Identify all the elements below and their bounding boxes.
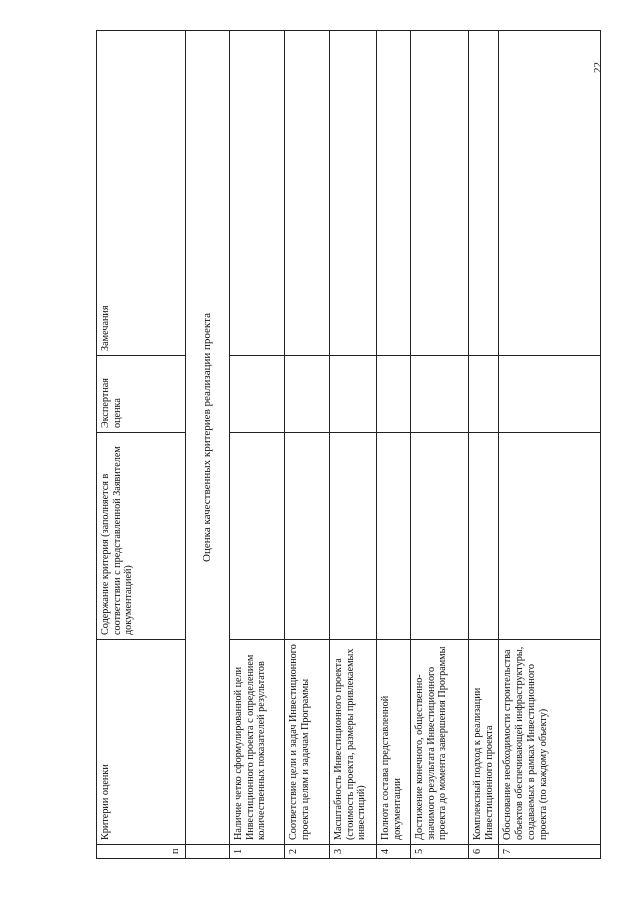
row-criterion: Достижение конечного, общественно-значимого результата Инвестиционного проекта до момента завершения Программы (410, 639, 468, 844)
header-criteria: Критерии оценки (96, 639, 185, 844)
row-content-cell[interactable] (329, 432, 376, 639)
table-row (468, 30, 498, 858)
row-content-cell[interactable] (468, 432, 498, 639)
row-expert-cell[interactable] (284, 355, 329, 432)
row-number: 5 (410, 844, 468, 858)
criteria-table (96, 30, 601, 859)
row-content-cell[interactable] (410, 432, 468, 639)
header-number: п (96, 844, 185, 858)
row-content-cell[interactable] (229, 432, 284, 639)
section-spacer (185, 844, 229, 858)
row-number: 2 (284, 844, 329, 858)
row-expert-cell[interactable] (376, 355, 410, 432)
row-criterion: Масштабность Инвестиционного проекта (стоимость проекта, размеры привлекаемых инвестиций) (329, 639, 376, 844)
row-notes-cell[interactable] (229, 30, 284, 355)
row-number: 4 (376, 844, 410, 858)
table-header-row (96, 30, 185, 858)
row-notes-cell[interactable] (468, 30, 498, 355)
row-criterion: Соответствие цели и задач Инвестиционного проекта целям и задачам Программы (284, 639, 329, 844)
row-criterion: Обоснование необходимости строительства объектов обеспечивающей инфраструктуры, создаваемых в рамках Инвестиционного проекта (по каждому объекту) (498, 639, 600, 844)
header-expert-score: Экспертная оценка (96, 355, 185, 432)
table-row (498, 30, 600, 858)
page-number: 22 (592, 62, 604, 73)
section-row (185, 30, 229, 858)
table-row (376, 30, 410, 858)
row-number: 7 (498, 844, 600, 858)
header-notes: Замечания (96, 30, 185, 355)
row-criterion: Полнота состава представленной документации (376, 639, 410, 844)
table-row (284, 30, 329, 858)
row-content-cell[interactable] (284, 432, 329, 639)
row-notes-cell[interactable] (498, 30, 600, 355)
header-content: Содержание критерия (заполняется в соответствии с представленной Заявителем документацией) (96, 432, 185, 639)
row-number: 3 (329, 844, 376, 858)
table-row (229, 30, 284, 858)
row-expert-cell[interactable] (410, 355, 468, 432)
row-notes-cell[interactable] (376, 30, 410, 355)
row-expert-cell[interactable] (498, 355, 600, 432)
row-criterion: Комплексный подход к реализации Инвестиционного проекта (468, 639, 498, 844)
row-expert-cell[interactable] (329, 355, 376, 432)
row-notes-cell[interactable] (284, 30, 329, 355)
criteria-table-container (95, 30, 600, 858)
row-notes-cell[interactable] (410, 30, 468, 355)
row-number: 6 (468, 844, 498, 858)
row-expert-cell[interactable] (468, 355, 498, 432)
table-row (410, 30, 468, 858)
row-number: 1 (229, 844, 284, 858)
row-notes-cell[interactable] (329, 30, 376, 355)
row-content-cell[interactable] (376, 432, 410, 639)
section-title: Оценка качественных критериев реализации проекта (185, 30, 229, 844)
row-content-cell[interactable] (498, 432, 600, 639)
row-expert-cell[interactable] (229, 355, 284, 432)
table-row (329, 30, 376, 858)
row-criterion: Наличие четко сформулированной цели Инвестиционного проекта с определением количественных показателей результатов (229, 639, 284, 844)
